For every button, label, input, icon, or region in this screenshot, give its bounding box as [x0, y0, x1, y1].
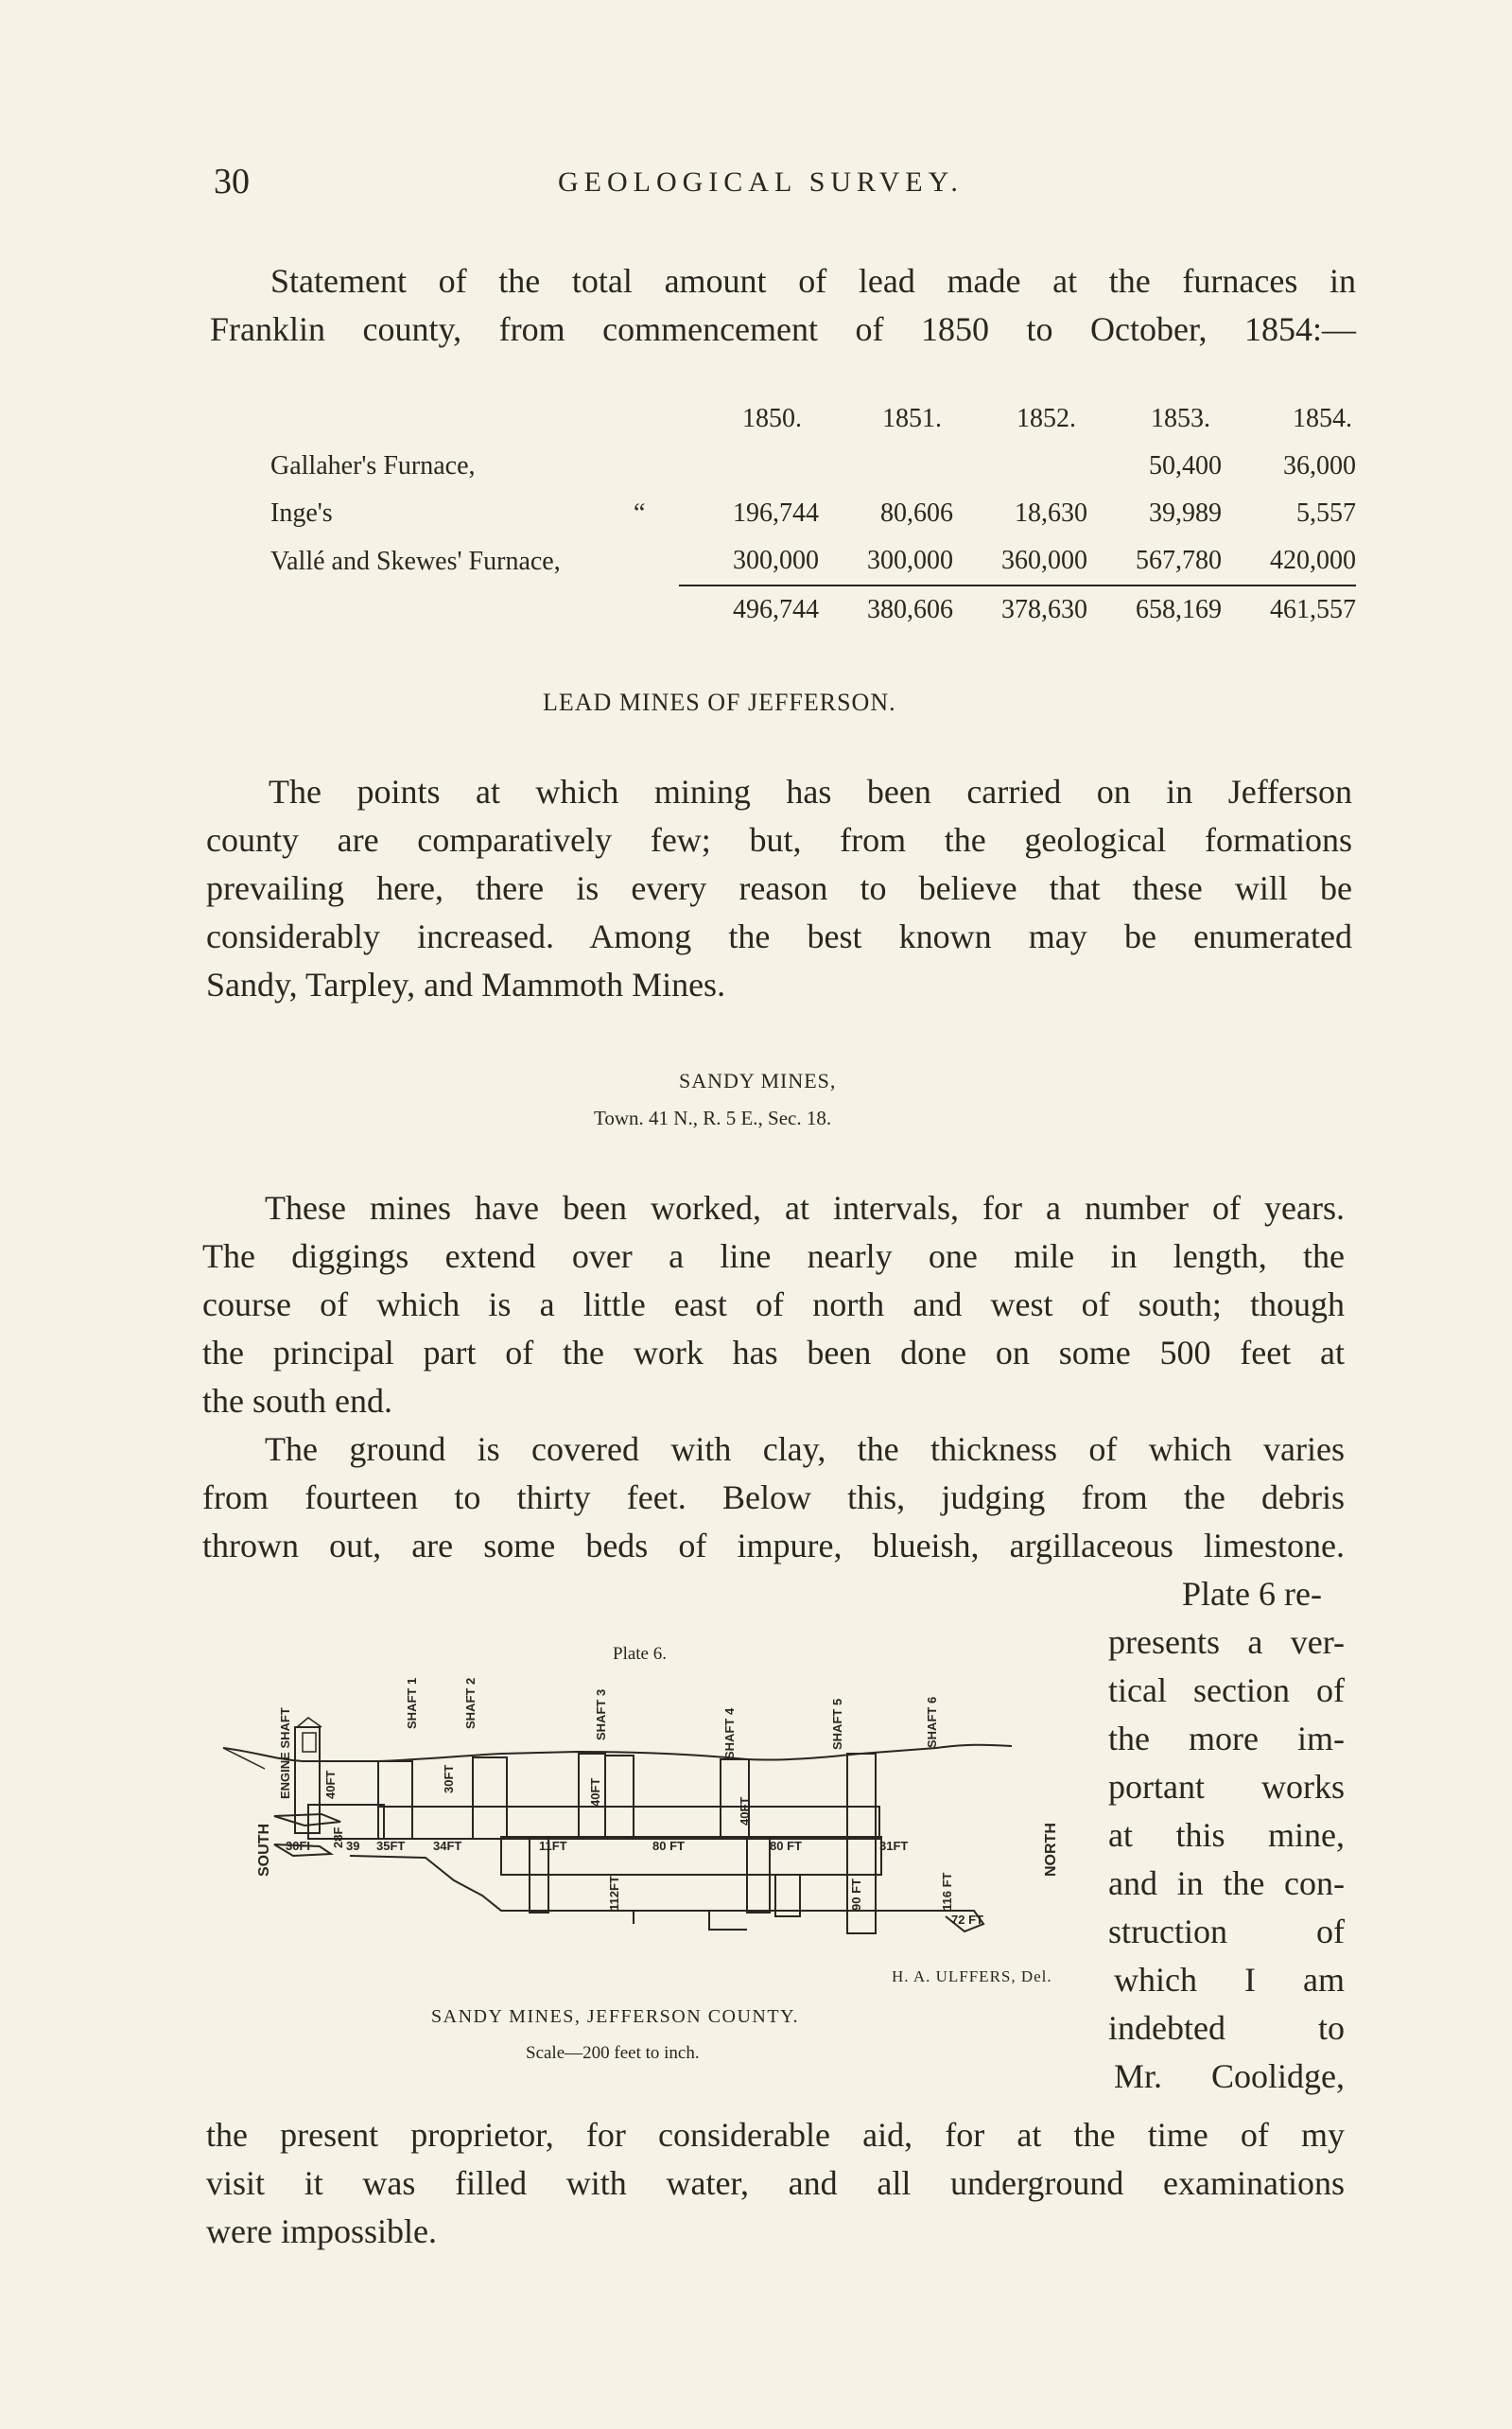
figure-caption: SANDY MINES, JEFFERSON COUNTY. [431, 2006, 799, 2027]
depth-label: 80 FT [770, 1839, 802, 1853]
year-1851: 1851. [882, 404, 942, 433]
year-1854: 1854. [1293, 404, 1352, 433]
text-line: visit it was filled with water, and all underground examinations [206, 2164, 1345, 2202]
paragraph-ground [202, 1425, 1345, 1570]
plate-6-figure [217, 1627, 1087, 2071]
text-line: the more im- [1108, 1720, 1345, 1757]
text-line: The ground is covered with clay, the thickness of which varies [265, 1430, 1345, 1468]
text-line: struction of [1108, 1913, 1345, 1950]
text-line: and in the con- [1108, 1864, 1345, 1902]
depth-label: 35FT [376, 1839, 406, 1853]
depth-label: 40FT [323, 1770, 338, 1799]
sandy-mines-location: Town. 41 N., R. 5 E., Sec. 18. [594, 1107, 832, 1129]
paragraph-sandy-mines [202, 1184, 1345, 1425]
text-line: course of which is a little east of north and west of south; though [202, 1285, 1345, 1323]
table-cell: 196,744 [733, 498, 819, 528]
text-line: thrown out, are some beds of impure, blueish, argillaceous limestone. [202, 1527, 1345, 1564]
depth-label: 39 [346, 1839, 360, 1853]
sandy-mines-title: SANDY MINES, [679, 1069, 837, 1092]
year-1852: 1852. [1017, 404, 1076, 433]
text-line: Mr. Coolidge, [1114, 2057, 1345, 2095]
lead-production-table [270, 395, 1356, 634]
shaft-lines [274, 1727, 983, 1933]
text-line: the present proprietor, for considerable aid, for at the time of my [206, 2116, 1345, 2154]
totals-row [270, 585, 1356, 634]
shaft4-label: SHAFT 4 [722, 1707, 737, 1759]
text-line: the south end. [202, 1382, 392, 1420]
running-title: GEOLOGICAL SURVEY. [558, 166, 964, 198]
row-label: Inge's [270, 498, 333, 528]
text-line: These mines have been worked, at intervals, for a number of years. [265, 1189, 1345, 1227]
text-line: were impossible. [206, 2212, 437, 2250]
depth-label: 116 FT [940, 1872, 954, 1911]
table-cell: 50,400 [1149, 451, 1222, 481]
depth-label: 28F [331, 1826, 345, 1848]
engine-shaft-label: ENGINE SHAFT [278, 1707, 292, 1799]
row-label: Vallé and Skewes' Furnace, [270, 546, 561, 576]
row-ditto [634, 443, 679, 490]
table-cell [953, 443, 1087, 490]
year-1850: 1850. [742, 404, 802, 433]
text-line: indebted to [1108, 2009, 1345, 2047]
total-cell: 380,606 [819, 585, 953, 634]
text-line: prevailing here, there is every reason to believe that these will be [206, 869, 1352, 907]
text-line: presents a ver- [1108, 1623, 1345, 1661]
figure-scale: Scale—200 feet to inch. [526, 2043, 700, 2063]
north-label: NORTH [1043, 1823, 1059, 1877]
depth-label: 31FT [879, 1839, 909, 1853]
table-cell: 300,000 [867, 546, 953, 575]
depth-label: 40FT [738, 1796, 752, 1826]
text-line: Plate 6 re- [1182, 1575, 1322, 1613]
table-cell: 18,630 [1015, 498, 1087, 528]
paragraph-proprietor [206, 2111, 1345, 2256]
table-cell: 36,000 [1283, 451, 1356, 481]
text-line: which I am [1114, 1961, 1345, 1999]
section-heading: LEAD MINES OF JEFFERSON. [543, 689, 896, 716]
text-line: tical section of [1108, 1671, 1345, 1709]
delineator-credit: H. A. ULFFERS, Del. [892, 1967, 1052, 1985]
depth-label: 11FT [539, 1839, 567, 1853]
table-cell: 39,989 [1149, 498, 1222, 528]
shaft5-label: SHAFT 5 [830, 1698, 844, 1750]
table-header-row [270, 395, 1356, 443]
table-cell: 5,557 [1296, 498, 1356, 528]
plate-label: Plate 6. [613, 1644, 667, 1664]
shaft2-label: SHAFT 2 [463, 1677, 478, 1729]
year-1853: 1853. [1151, 404, 1210, 433]
text-line: The points at which mining has been carried on in Jefferson [269, 773, 1352, 811]
text-line: Statement of the total amount of lead made at the furnaces in [270, 262, 1356, 300]
table-cell: 567,780 [1136, 546, 1222, 575]
depth-label: 80 FT [652, 1839, 685, 1853]
paragraph-jefferson [206, 768, 1352, 1009]
ground-line [223, 1745, 1012, 1761]
text-line: county are comparatively few; but, from the geological formations [206, 821, 1352, 859]
text-line: The diggings extend over a line nearly one mile in length, the [202, 1237, 1345, 1275]
table-cell [679, 443, 819, 490]
total-cell: 496,744 [679, 585, 819, 634]
table-row [270, 443, 1356, 490]
text-line: Franklin county, from commencement of 1850 to October, 1854:— [210, 310, 1356, 348]
depth-label: 90 FT [849, 1879, 863, 1911]
south-label: SOUTH [256, 1824, 272, 1877]
side-column-text [1108, 1570, 1345, 2101]
text-line: Sandy, Tarpley, and Mammoth Mines. [206, 966, 726, 1004]
text-line: considerably increased. Among the best known may be enumerated [206, 917, 1352, 955]
table-cell: 80,606 [880, 498, 953, 528]
statement-intro [270, 257, 1356, 306]
table-cell: 300,000 [733, 546, 819, 575]
depth-label: 30FT [442, 1764, 456, 1793]
depth-label: 30FI [286, 1839, 311, 1853]
text-line: from fourteen to thirty feet. Below this, judging from the debris [202, 1478, 1345, 1516]
engine-house [297, 1718, 322, 1752]
horizontal-labels [286, 1839, 983, 1927]
table-cell [819, 443, 953, 490]
table-row [270, 490, 1356, 537]
text-line: at this mine, [1108, 1816, 1345, 1854]
shaft1-label: SHAFT 1 [405, 1677, 419, 1729]
total-cell: 658,169 [1087, 585, 1222, 634]
total-cell: 461,557 [1222, 585, 1356, 634]
shaft3-label: SHAFT 3 [594, 1688, 608, 1740]
total-cell: 378,630 [953, 585, 1087, 634]
shaft6-label: SHAFT 6 [925, 1696, 939, 1748]
row-label: Gallaher's Furnace, [270, 451, 476, 481]
depth-label: 72 FT [951, 1913, 983, 1927]
table-row [270, 537, 1356, 585]
depth-label: 34FT [433, 1839, 462, 1853]
text-line: portant works [1108, 1768, 1345, 1806]
statement-intro-2 [210, 306, 1356, 354]
depth-label: 40FT [588, 1777, 602, 1807]
table-cell: 360,000 [1001, 546, 1087, 575]
shaft-labels [256, 1678, 1059, 1911]
page-number: 30 [214, 162, 250, 201]
text-line: the principal part of the work has been done on some 500 feet at [202, 1334, 1345, 1372]
table-cell: 420,000 [1270, 546, 1356, 575]
row-ditto: “ [634, 498, 646, 528]
depth-label: 112FT [607, 1876, 621, 1911]
